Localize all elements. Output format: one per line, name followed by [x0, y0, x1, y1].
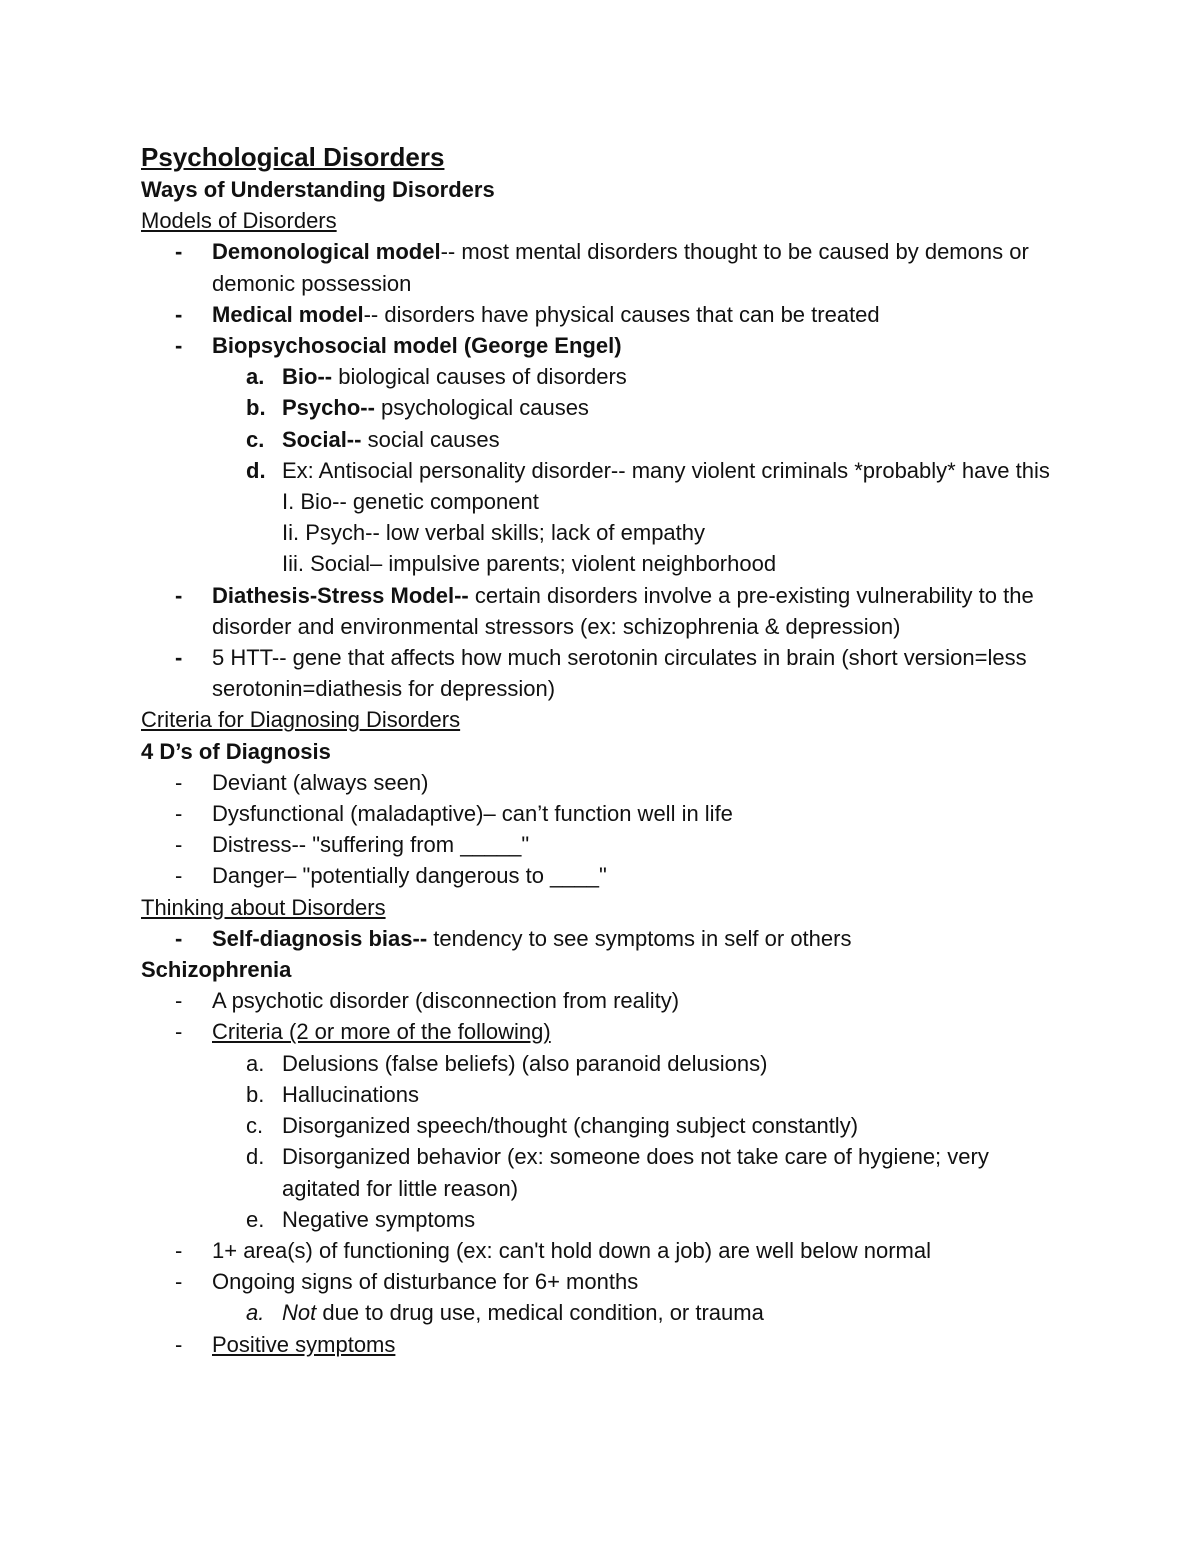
subheading-thinking: Thinking about Disorders: [141, 894, 386, 920]
sublist-item-not-due: [141, 1297, 1071, 1328]
sublist-item-psycho: [141, 392, 1071, 423]
marker-a: a.: [246, 1300, 265, 1326]
bullet-dash: -: [175, 333, 183, 359]
list-item-positive: [141, 1329, 1071, 1360]
list-item-5htt: [141, 642, 1071, 704]
marker-c: c.: [246, 426, 265, 452]
text-not-due: due to drug use, medical condition, or trauma: [316, 1300, 764, 1326]
bullet-dash: -: [175, 801, 183, 827]
list-item-ongoing: [141, 1266, 1071, 1297]
roman-item-psych: Ii. Psych-- low verbal skills; lack of empathy: [282, 520, 706, 546]
roman-item-social: Iii. Social– impulsive parents; violent neighborhood: [282, 551, 777, 577]
page-title: Psychological Disorders: [141, 142, 445, 172]
text-not: Not: [282, 1300, 317, 1326]
term-biopsychosocial: Biopsychosocial model (George Engel): [212, 333, 622, 359]
sublist-item-behavior: [141, 1141, 1071, 1203]
section-heading-understanding: Ways of Understanding Disorders: [141, 177, 495, 202]
marker-d: d.: [246, 457, 266, 483]
marker-a: a.: [246, 364, 265, 390]
sublist-item-hallucinations: [141, 1079, 1071, 1110]
text-ongoing: Ongoing signs of disturbance for 6+ months: [212, 1269, 639, 1295]
definition-medical: -- disorders have physical causes that can be treated: [363, 301, 880, 327]
text-positive-symptoms: Positive symptoms: [212, 1331, 396, 1357]
bullet-dash: -: [175, 582, 183, 608]
marker-a: a.: [246, 1050, 265, 1076]
bullet-dash: -: [175, 1269, 183, 1295]
text-distress: Distress-- "suffering from _____": [212, 832, 530, 858]
text-psychotic: A psychotic disorder (disconnection from reality): [212, 988, 680, 1014]
list-item-functioning: [141, 1235, 1071, 1266]
definition-social: social causes: [361, 426, 500, 452]
text-delusions: Delusions (false beliefs) (also paranoid delusions): [282, 1050, 768, 1076]
example-antisocial: Ex: Antisocial personality disorder-- many violent criminals *probably* have this: [282, 457, 1050, 483]
list-item-criteria: [141, 1016, 1071, 1047]
bullet-dash: -: [175, 645, 183, 671]
term-self-diagnosis: Self-diagnosis bias--: [212, 925, 428, 951]
document-page: [141, 140, 1071, 1360]
bullet-dash: -: [175, 1237, 183, 1263]
list-item-deviant: [141, 767, 1071, 798]
sublist-item-bio: [141, 361, 1071, 392]
definition-diathesis: certain disorders involve a pre-existing vulnerability to the disorder and environmental stressors (ex: schizophrenia & depression): [212, 582, 1034, 639]
bullet-dash: -: [175, 301, 183, 327]
definition-bio: biological causes of disorders: [332, 364, 627, 390]
text-dysfunctional: Dysfunctional (maladaptive)– can’t function well in life: [212, 801, 733, 827]
bullet-dash: -: [175, 863, 183, 889]
bullet-dash: -: [175, 1019, 183, 1045]
marker-b: b.: [246, 1081, 265, 1107]
bullet-dash: -: [175, 988, 183, 1014]
marker-d: d.: [246, 1144, 265, 1170]
list-item-demonological: [141, 236, 1071, 298]
term-demonological: Demonological model: [212, 239, 441, 265]
list-item-psychotic: [141, 985, 1071, 1016]
bullet-dash: -: [175, 925, 183, 951]
text-negative: Negative symptoms: [282, 1206, 476, 1232]
bullet-dash: -: [175, 1331, 183, 1357]
marker-e: e.: [246, 1206, 265, 1232]
definition-5htt: 5 HTT-- gene that affects how much serotonin circulates in brain (short version=less serotonin=diathesis for depression): [212, 645, 1027, 702]
text-criteria: Criteria (2 or more of the following): [212, 1019, 551, 1045]
section-heading-schizophrenia: Schizophrenia: [141, 957, 292, 983]
definition-psycho: psychological causes: [374, 395, 589, 421]
marker-b: b.: [246, 395, 266, 421]
list-item-dysfunctional: [141, 798, 1071, 829]
definition-demonological: -- most mental disorders thought to be caused by demons or demonic possession: [212, 239, 1029, 296]
sublist-item-speech: [141, 1110, 1071, 1141]
bullet-dash: -: [175, 239, 183, 265]
text-behavior: Disorganized behavior (ex: someone does not take care of hygiene; very agitated for little reason): [282, 1144, 989, 1201]
heading-4ds: 4 D’s of Diagnosis: [141, 738, 331, 764]
bullet-dash: -: [175, 832, 183, 858]
term-bio: Bio--: [282, 364, 333, 390]
term-diathesis: Diathesis-Stress Model--: [212, 582, 469, 608]
subheading-criteria: Criteria for Diagnosing Disorders: [141, 707, 461, 733]
term-medical: Medical model: [212, 301, 364, 327]
list-item-diathesis: [141, 580, 1071, 642]
term-psycho: Psycho--: [282, 395, 375, 421]
list-item-medical: [141, 299, 1071, 330]
roman-item-bio: I. Bio-- genetic component: [282, 489, 539, 515]
sublist-item-example: [141, 455, 1071, 486]
text-speech: Disorganized speech/thought (changing subject constantly): [282, 1113, 859, 1139]
text-deviant: Deviant (always seen): [212, 769, 429, 795]
list-item-self-diagnosis: [141, 923, 1071, 954]
list-item-danger: [141, 860, 1071, 891]
sublist-item-negative: [141, 1204, 1071, 1235]
text-hallucinations: Hallucinations: [282, 1081, 419, 1107]
sublist-item-delusions: [141, 1048, 1071, 1079]
list-item-biopsychosocial: [141, 330, 1071, 361]
bullet-dash: -: [175, 769, 183, 795]
marker-c: c.: [246, 1113, 264, 1139]
term-social: Social--: [282, 426, 362, 452]
text-functioning: 1+ area(s) of functioning (ex: can't hold down a job) are well below normal: [212, 1237, 931, 1263]
subheading-models: Models of Disorders: [141, 208, 337, 234]
sublist-item-social: [141, 424, 1071, 455]
text-danger: Danger– "potentially dangerous to ____": [212, 863, 607, 889]
list-item-distress: [141, 829, 1071, 860]
definition-self-diagnosis: tendency to see symptoms in self or others: [427, 925, 852, 951]
